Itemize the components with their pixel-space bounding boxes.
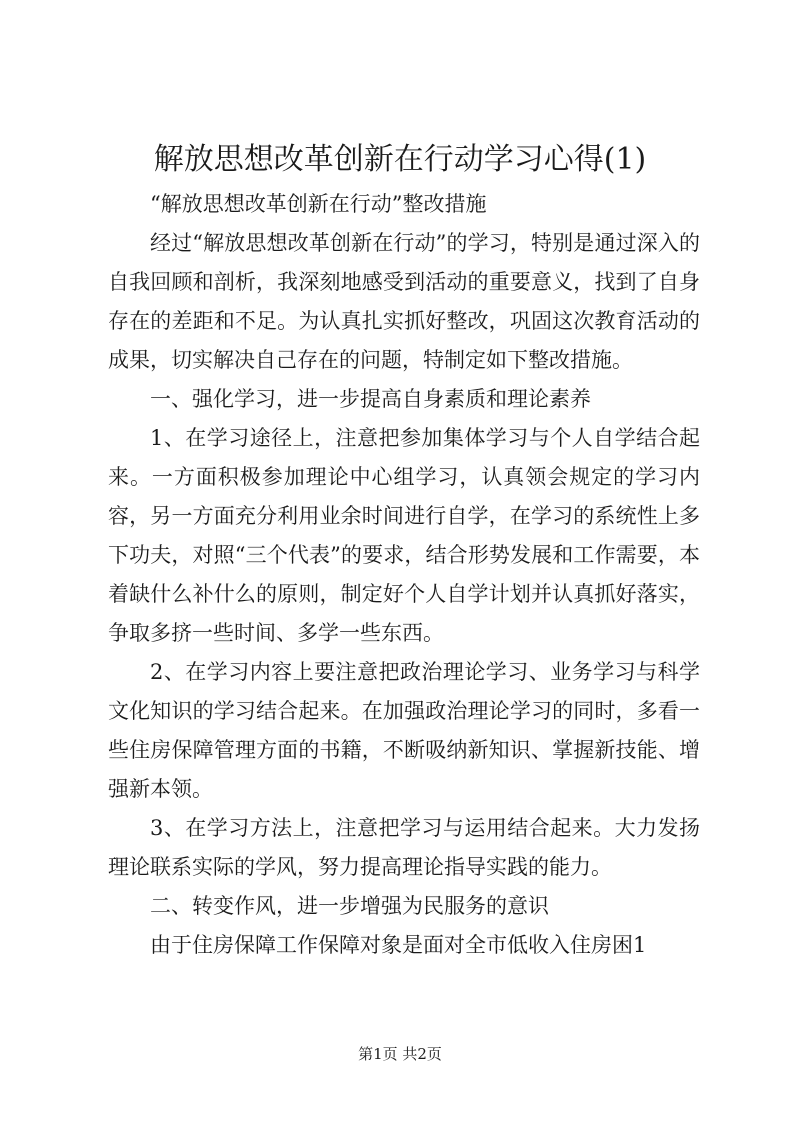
item-paragraph-1: 1、在学习途径上，注意把参加集体学习与个人自学结合起来。一方面积极参加理论中心组学习，认真领会规定的学习内容，另一方面充分利用业余时间进行自学，在学习的系统性上多下功夫，对照“三个代表”的要求，结合形势发展和工作需要，本着缺什么补什么的原则，制定好个人自学计划并认真抓好落实，争取多挤一些时间、多学一些东西。 — [108, 426, 700, 645]
page-footer: 第1页 共2页 — [358, 1045, 442, 1063]
item-paragraph-2: 2、在学习内容上要注意把政治理论学习、业务学习与科学文化知识的学习结合起来。在加强政治理论学习的同时，多看一些住房保障管理方面的书籍，不断吸纳新知识、掌握新技能、增强新本领。 — [108, 660, 700, 801]
section-heading-2: 二、转变作风，进一步增强为民服务的意识 — [150, 894, 549, 918]
subtitle-paragraph: “解放思想改革创新在行动”整改措施 — [150, 192, 487, 216]
item-paragraph-3: 3、在学习方法上，注意把学习与运用结合起来。大力发扬理论联系实际的学风，努力提高理论指导实践的能力。 — [108, 816, 700, 879]
document-body — [108, 185, 700, 965]
document-title: 解放思想改革创新在行动学习心得(1) — [153, 142, 647, 177]
section-heading-1: 一、强化学习，进一步提高自身素质和理论素养 — [150, 387, 591, 411]
continuation-paragraph: 由于住房保障工作保障对象是面对全市低收入住房困1 — [150, 933, 647, 957]
intro-paragraph: 经过“解放思想改革创新在行动”的学习，特别是通过深入的自我回顾和剖析，我深刻地感受到活动的重要意义，找到了自身存在的差距和不足。为认真扎实抓好整改，巩固这次教育活动的成果，切实解决自己存在的问题，特制定如下整改措施。 — [108, 231, 700, 372]
